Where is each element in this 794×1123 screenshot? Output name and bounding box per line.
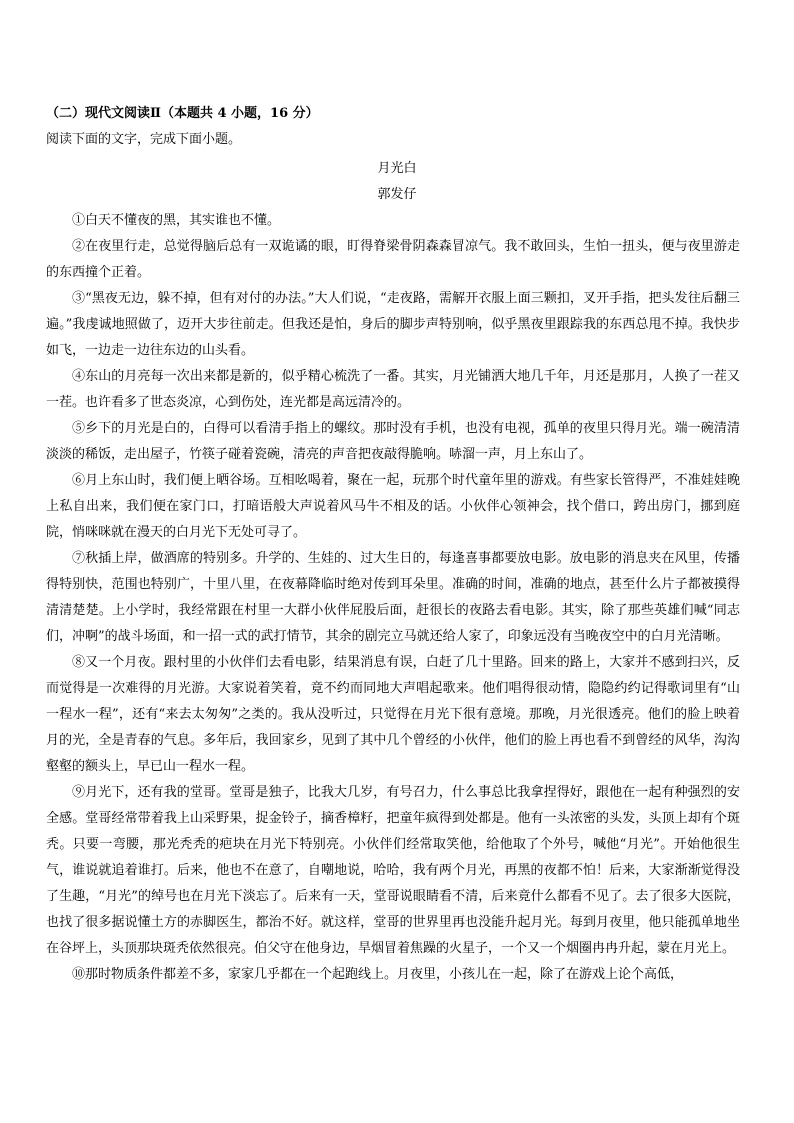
article-author: 郭发仔 [377, 187, 417, 202]
article-title: 月光白 [377, 161, 417, 176]
section-heading: （二）现代文阅读Ⅱ（本题共 4 小题，16 分） [46, 106, 319, 121]
paragraph-4: ④东山的月亮每一次出来都是新的，似乎精心梳洗了一番。其实，月光铺洒大地几千年，月还是那月，人换了一茬又一茬。也许看多了世态炎凉，心到伤处，连光都是高远清冷的。 [46, 369, 740, 410]
paragraph-3: ③“黑夜无边，躲不掉，但有对付的办法。”大人们说，“走夜路，需解开衣服上面三颗扣，叉开手指，把头发往后翻三遍。”我虔诚地照做了，迈开大步往前走。但我还是怕，身后的脚步声特别响，似乎黑夜里跟踪我的东西总甩不掉。我快步如飞，一边走一边往东边的山头看。 [46, 291, 740, 358]
paragraph-2: ②在夜里行走，总觉得脑后总有一双诡谲的眼，盯得脊梁骨阴森森冒凉气。我不敢回头，生怕一扭头，便与夜里游走的东西撞个正着。 [46, 239, 740, 280]
article-body [46, 208, 740, 988]
paragraph-5: ⑤乡下的月光是白的，白得可以看清手指上的螺纹。那时没有手机，也没有电视，孤单的夜里只得月光。端一碗清清淡淡的稀饭，走出屋子，竹筷子碰着瓷碗，清亮的声音把夜敲得脆响。哧溜一声，月上东山了。 [46, 421, 740, 462]
paragraph-10: ⑩那时物质条件都差不多，家家几乎都在一个起跑线上。月夜里，小孩儿在一起，除了在游戏上论个高低， [72, 967, 684, 982]
reading-instruction: 阅读下面的文字，完成下面小题。 [46, 132, 242, 147]
paragraph-6: ⑥月上东山时，我们便上晒谷场。互相吆喝着，聚在一起，玩那个时代童年里的游戏。有些家长管得严，不准娃娃晚上私自出来，我们便在家门口，打暗语般大声说着风马牛不相及的话。小伙伴心领神会，找个借口，跨出房门，挪到庭院，悄咪咪就在漫天的白月光下无处可寻了。 [46, 473, 740, 540]
paragraph-8: ⑧又一个月夜。跟村里的小伙伴们去看电影，结果消息有误，白赶了几十里路。回来的路上，大家并不感到扫兴，反而觉得是一次难得的月光游。大家说着笑着，竟不约而同地大声唱起歌来。他们唱得很动情，隐隐约约记得歌词里有“山一程水一程”，还有“来去太匆匆”之类的。我从没听过，只觉得在月光下很有意境。那晚，月光很透亮。他们的脸上映着月的光，全是青春的气息。多年后，我回家乡，见到了其中几个曾经的小伙伴，他们的脸上再也看不到曾经的风华，沟沟壑壑的额头上，早已山一程水一程。 [46, 655, 740, 774]
paragraph-1: ①白天不懂夜的黑，其实谁也不懂。 [72, 213, 281, 228]
paragraph-7: ⑦秋插上岸，做酒席的特别多。升学的、生娃的、过大生日的，每逢喜事都要放电影。放电影的消息夹在风里，传播得特别快，范围也特别广，十里八里，在夜幕降临时绝对传到耳朵里。准确的时间，准确的地点，甚至什么片子都被摸得清清楚楚。上小学时，我经常跟在村里一大群小伙伴屁股后面，赶很长的夜路去看电影。其实，除了那些英雄们喊“同志们，冲啊”的战斗场面，和一招一式的武打情节，其余的剧完立马就还给人家了，印象远没有当晚夜空中的白月光清晰。 [46, 551, 740, 644]
paragraph-9: ⑨月光下，还有我的堂哥。堂哥是独子，比我大几岁，有号召力，什么事总比我拿捏得好，跟他在一起有种强烈的安全感。堂哥经常带着我上山采野果，捉金铃子，摘香樟籽，把童年疯得到处都是。他有一头浓密的头发，头顶上却有个斑秃。只要一弯腰，那光秃秃的疤块在月光下特别亮。小伙伴们经常取笑他，给他取了个外号，喊他“月光”。开始他很生气，谁说就追着谁打。后来，他也不在意了，自嘲地说，哈哈，我有两个月光，再黑的夜都不怕！后来，大家渐渐觉得没了生趣，“月光”的绰号也在月光下淡忘了。后来有一天，堂哥说眼睛看不清，后来竟什么都看不见了。去了很多大医院，也找了很多据说懂土方的赤脚医生，都治不好。就这样，堂哥的世界里再也没能升起月光。每到月夜里，他只能孤单地坐在谷坪上，头顶那块斑秃依然很亮。伯父守在他身边，旱烟冒着焦躁的火星子，一个又一个烟圈冉冉升起，蒙在月光上。 [46, 785, 740, 956]
